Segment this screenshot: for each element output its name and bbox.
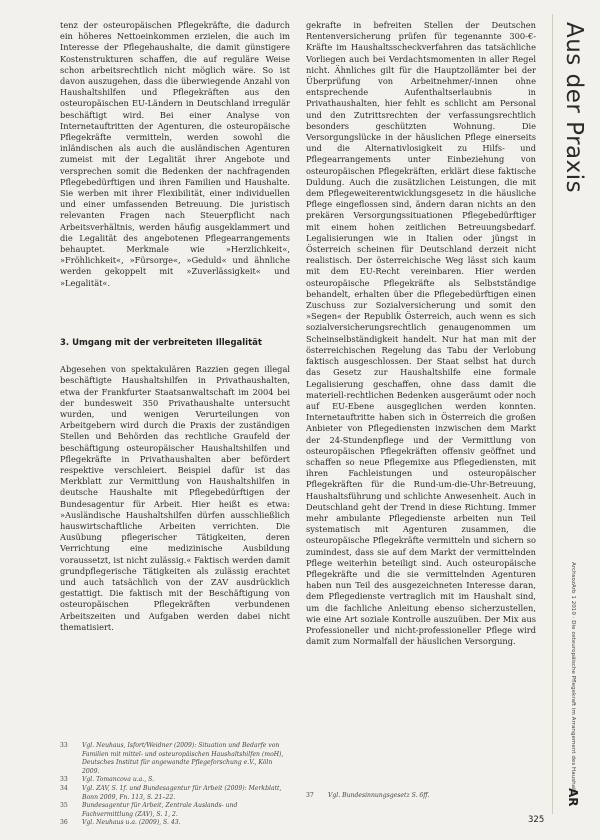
body-paragraph: gekrafte in befreiten Stellen der Deutschen Rentenversicherung prüfen für tegenannte 300-€-Kräfte im Haushaltsscheckverfahren das tatsächliche Vorliegen auch bei Verdachtsmomenten in aller Regel nicht. Ähnliches gilt für die Hauptzollämter bei der Überprüfung von Arbeitnehmer/-innen ohne entsprechende Aufenthaltserlaubnis in Privathaushalten, hier fehlt es schlicht am Personal und den Zutrittsrechten der verfassungsrechtlich besonders geschützten Wohnung. Die Versorgungslücke in der häuslichen Pflege einerseits und die Alternativlosigkeit zu Hilfs- und Pflegearrangements unter Einbeziehung von osteuropäischen Pflegekräften, erklärt diese faktische Duldung. Auch die zusätzlichen Leistungen, die mit dem Pflegeweiterentwicklungsgesetz in die häusliche Pflege eingeflossen sind, ändern daran nichts an den prekären Versorgungssituationen Pflegebedürftiger mit einem hohen zeitlichen Betreuungsbedarf. Legalisierungen wie in Italien oder jüngst in Österreich scheinen für Deutschland derzeit nicht realistisch. Der österreichische Weg lässt sich kaum mit dem EU-Recht vereinbaren. Hier werden osteuropäische Pflegekräfte als Selbstständige behandelt, erhalten über die Pflegebedürftigen einen Zuschuss zur Sozialversicherung und somit den »Segen« der Republik Österreich, auch wenn es sich sozialversicherungsrechtlich genaugenommen um Scheinselbständigkeit handelt. Nur hat man mit der österreichischen Regelung das Tabu der Verlobung faktisch ausgeschlossen. Der Staat selbst hat durch das Gesetz zur Haushaltshilfe eine formale Legalisierung geschaffen, ohne dass damit die materiell-rechtlichen Bedenken ausgeräumt oder noch auf EU-Ebene ausgeglichen werden konnten. Internetauftritte haben sich in Österreich die großen Anbieter von Pflegediensten inzwischen dem Markt der 24-Stundenpflege und der Vermittlung von osteuropäischen Pflegekräften offensiv geöffnet und schaffen so neue Pflegemixe aus Pflegediensten, mit ihren Fachleistungen und osteuropäischer Pflegekräften für die Rund-um-die-Uhr-Betreuung, Haushaltsführung und schlichte Anwesenheit. Auch in Deutschland geht der Trend in diese Richtung. Immer mehr ambulante Pflegedienste arbeiten nun Teil systematisch mit Agenturen zusammen, die osteuropäische Pflegekräfte vermitteln und sichern so zumindest, dass sie auf dem Markt der vermittelnden Pflege weiterhin beteiligt sind. Auch osteuropäische Pflegekräfte und die sie vermittelnden Agenturen haben nun Teil des ausgezeichneten Interesse daran, dem Pflegedienste vertraglich mit im Haushalt sind, um die fachliche Anleitung ebenso sicherzustellen, wie eine Art soziale Kontrolle auszuüben. Der Mix aus Professioneller und nicht-professioneller Pflege wird damit zum Normalfall der häuslichen Versorgung.: [306, 20, 536, 647]
page-number: 325: [528, 815, 545, 825]
journal-running-title-text: ArchsozArb 1 2010 · Die osteuropäische Pflegekraft im Arrangement des Haushalts: [570, 562, 576, 795]
section-heading: 3. Umgang mit der verbreiteten Illegalität: [60, 338, 262, 348]
footnote: [60, 819, 290, 828]
footnote-number: 35: [60, 802, 68, 810]
journal-logo: [560, 788, 584, 818]
footnote: [60, 785, 290, 802]
journal-running-title: [562, 562, 580, 812]
footnote-text: Vgl. ZAV, S. 1f. und Bundesagentur für Arbeit (2009): Merkblatt, Bonn 2009, Fn. 113, S. 21–22.: [82, 784, 282, 801]
footnote-number: 37: [306, 792, 314, 799]
section-label: [560, 22, 590, 242]
body-paragraph: Abgesehen von spektakulären Razzien gegen illegal beschäftigte Haushaltshilfen in Privathaushalten, etwa der Frankfurter Staatsanwaltschaft im 2004 bei der bundesweit 350 Privathaushalte untersucht wurden, und wenigen Verurteilungen von Arbeitgebern wird durch die Praxis der zuständigen Stellen und Behörden das rechtliche Graufeld der beschäftigung osteuropäischer Haushaltshilfen und Pflegekräfte in Privathaushalten aber befördert respektive verschleiert. Beispiel dafür ist das Merkblatt zur Vermittlung von Haushaltshilfen in deutsche Haushalte mit Pflegebedürftigen der Bundesagentur für Arbeit. Hier heißt es etwa: »Ausländische Haushaltshilfen dürfen ausschließlich hauswirtschaftliche Arbeiten verrichten. Die Ausübung pflegerischer Tätigkeiten, deren Verrichtung eine medizinische Ausbildung voraussetzt, ist nicht zulässig.« Faktisch werden damit grundpflegerische Tätigkeiten als zulässig erachtet und auch tatsächlich von der ZAV ausdrücklich gestattigt. Die faktisch mit der Beschäftigung von osteuropäischen Pflegekräften verbundenen Arbeitszeiten und Aufgaben werden dabei nicht thematisiert.: [60, 364, 290, 632]
left-column: [60, 20, 290, 662]
footnote-text: Vgl. Neuhaus, Isfort/Weidner (2009): Situation und Bedarfe von Familien mit mittel- und osteuropäischen Haushaltshilfen (moH), Deutsches Institut für angewandte Pflegeforschung e.V., Köln 2009.: [82, 742, 284, 775]
right-column: [306, 20, 536, 816]
footnote: [60, 742, 290, 776]
footnote-number: 33: [60, 776, 68, 784]
footnote: [306, 792, 536, 801]
section-label-text: Aus der Praxis: [561, 22, 587, 194]
footnote-text: Vgl. Bundesinnungsgesetz S. 6ff.: [328, 792, 430, 799]
footnote: [60, 776, 290, 785]
footnote-text: Vgl. Neuhaus u.a. (2009), S. 43.: [82, 819, 181, 827]
footnote: [60, 802, 290, 819]
footnote-text: Bundesagentur für Arbeit, Zentrale Auslands- und Fachvermittlung (ZAV), S. 1, 2.: [82, 802, 238, 818]
footnote-number: 34: [60, 784, 68, 792]
sidebar-divider: [552, 14, 553, 814]
body-paragraph: tenz der osteuropäischen Pflegekräfte, die dadurch ein höheres Nettoeinkommen erzielen, die auch im Interesse der Pflegehaushalte, die damit günstigere Kostenstrukturen schaffen, die auf reguläre Weise schon arbeitsrechtlich nicht möglich wäre. So ist davon auszugehen, dass die überwiegende Anzahl von Haushaltshilfen und Pflegekräften aus den osteuropäischen EU-Ländern in Deutschland irregulär beschäftigt wird. Bei einer Analyse von Internetauftritten der Agenturen, die osteuropäische Pflegekräfte vermitteln, werden sowohl die inländischen als auch die ausländischen Agenturen zumeist mit der Legalität ihrer Angebote und versprechen somit die Bedenken der nachfragenden Pflegebedürftigen und ihren Familien und Haushalte. Sie werben mit ihrer Flexibilität, einer individuellen und einer umfassenden Betreuung. Die juristisch relevanten Fragen nach Steuerpflicht nach Arbeitsverhältnis, werden häufig ausgeklammert und die Legalität des angebotenen Pflegearrangements behauptet. Merkmale wie »Herzlichkeit«, »Fröhlichkeit«, »Fürsorge«, »Geduld« und ähnliche werden gekoppelt mit »Zuverlässigkeit« und »Legalität«.: [60, 20, 290, 288]
journal-logo-text: AR: [566, 788, 580, 807]
footnotes: [60, 742, 290, 828]
footnote-number: 33: [60, 742, 68, 749]
footnote-text: Vgl. Tomancova u.a., S.: [82, 776, 155, 784]
footnote-number: 36: [60, 819, 68, 827]
